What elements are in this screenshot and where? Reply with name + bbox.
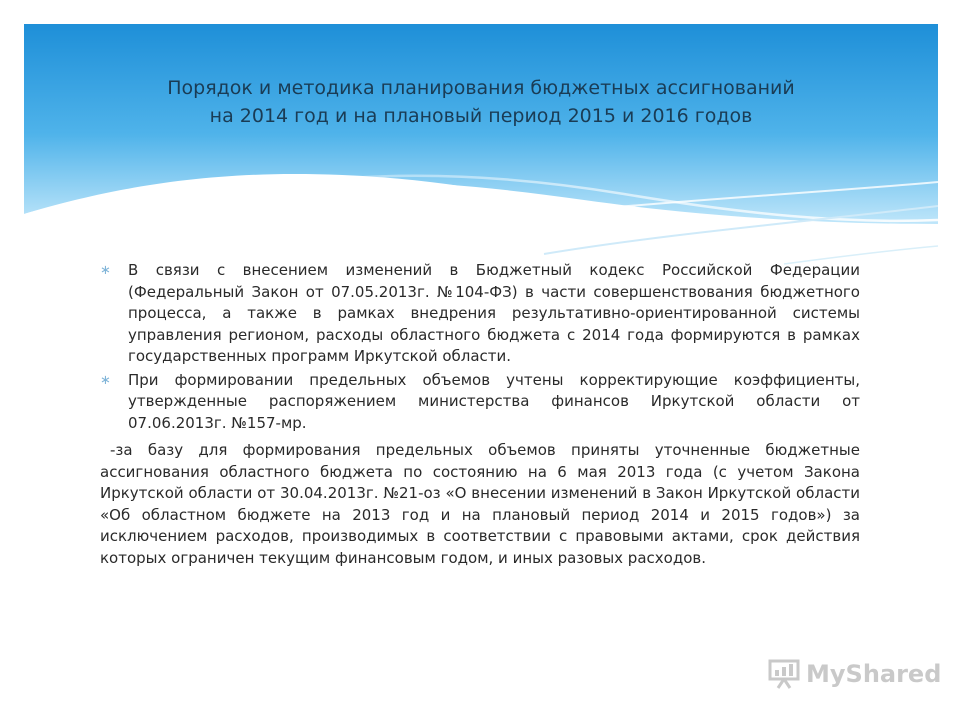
asterisk-bullet-icon: ∗	[100, 372, 111, 388]
watermark-logo	[768, 656, 941, 692]
bullet-item	[100, 260, 860, 368]
header-banner	[24, 24, 938, 284]
body-paragraph: -за базу для формирования предельных объемов приняты уточненные бюджетные ассигнования областного бюджета по состоянию на 6 мая 2013 года (с учетом Закона Иркутской области от 30.04.2013г. №21-оз «О внесении изменений в Закон Иркутской области «Об областном бюджете на 2013 год и на плановый период 2014 и 2015 годов») за исключением расходов, производимых в соответствии с правовыми актами, срок действия которых ограничен текущим финансовым годом, и иных разовых расходов.	[100, 441, 860, 567]
wave-background	[24, 24, 938, 284]
watermark-text: MyShared	[806, 660, 942, 688]
bullet-text: При формировании предельных объемов учтены корректирующие коэффициенты, утвержденные распоряжением министерства финансов Иркутской области от 07.06.2013г. №157-мр.	[128, 370, 860, 432]
bullet-text: В связи с внесением изменений в Бюджетный кодекс Российской Федерации (Федеральный Закон от 07.05.2013г. №104-ФЗ) в части совершенствования бюджетного процесса, а также в рамках внедрения результативно-ориентированной системы управления регионом, расходы областного бюджета с 2014 года формируются в рамках государственных программ Иркутской области.	[128, 261, 860, 365]
slide	[24, 24, 938, 696]
title-line-2: на 2014 год и на плановый период 2015 и 2016 годов	[209, 105, 753, 127]
asterisk-bullet-icon: ∗	[100, 263, 111, 278]
presentation-board-icon	[768, 659, 802, 689]
slide-body	[100, 260, 860, 569]
title-line-1: Порядок и методика планирования бюджетных ассигнований	[167, 77, 795, 99]
slide-title	[64, 74, 898, 130]
bullet-item	[100, 370, 860, 435]
